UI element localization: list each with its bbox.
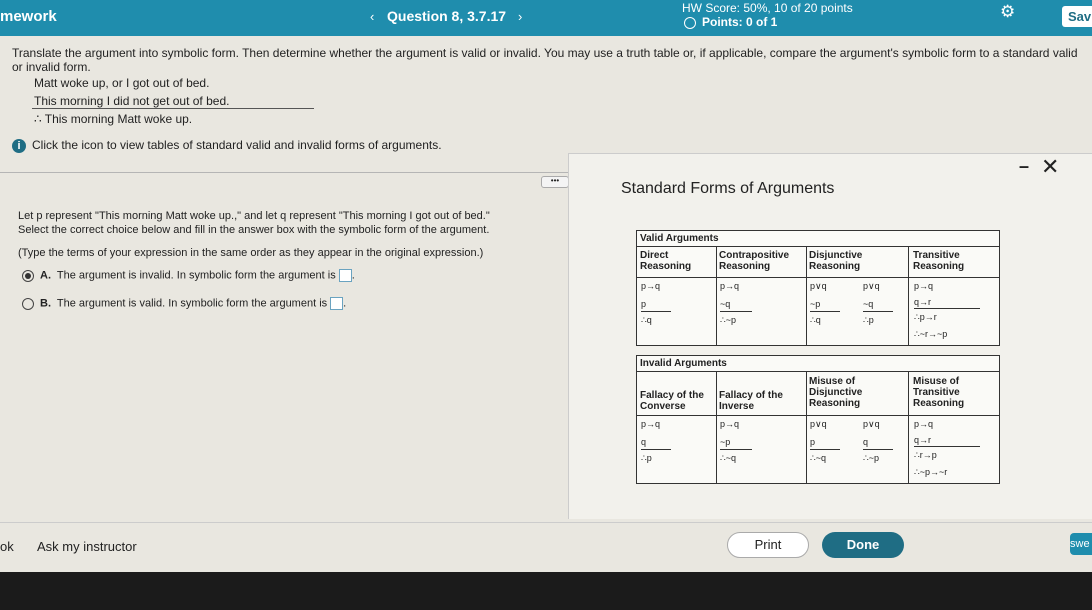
close-icon[interactable]: ✕: [1041, 154, 1060, 179]
type-hint: (Type the terms of your expression in the same order as they appear in the original expression.): [18, 247, 484, 259]
conclusion: ∴ This morning Matt woke up.: [34, 112, 193, 126]
inverse-row-1: p→q: [720, 419, 740, 429]
select-statement: Select the correct choice below and fill in the answer box with the symbolic form of the argument.: [18, 224, 490, 236]
col-converse: Fallacy of the Converse: [640, 390, 704, 412]
homework-title: mework: [0, 8, 57, 25]
answer-box-a[interactable]: [339, 269, 352, 282]
disj-b-row-1: p∨q: [863, 281, 880, 291]
misuse-trans-row-3: ∴r→p: [914, 450, 937, 460]
trans-row-1: p→q: [914, 281, 934, 291]
answer-box-b[interactable]: [330, 297, 343, 310]
col-misuse-disjunctive: Misuse of Disjunctive Reasoning: [809, 376, 863, 409]
option-a-letter: A.: [40, 269, 51, 282]
progress-ring-icon: [684, 17, 696, 29]
col-direct: Direct Reasoning: [640, 250, 692, 272]
hw-score: HW Score: 50%, 10 of 20 points: [682, 1, 853, 15]
info-row: [12, 138, 442, 153]
disj-b-row-3: ∴p: [863, 315, 874, 325]
option-b-text: The argument is valid. In symbolic form the argument is: [56, 297, 328, 310]
trans-row-2: q→r: [914, 297, 932, 307]
minimize-icon[interactable]: –: [1019, 156, 1030, 176]
misuse-disj-a-row-3: ∴~q: [810, 453, 826, 463]
more-icon[interactable]: •••: [541, 176, 569, 188]
misuse-disj-a-row-2: p: [810, 437, 816, 447]
misuse-trans-row-4: ∴~p→~r: [914, 467, 948, 477]
gear-icon[interactable]: ⚙: [1000, 2, 1016, 21]
standard-forms-modal: [568, 153, 1092, 519]
modal-title: Standard Forms of Arguments: [621, 180, 835, 197]
premise-1: Matt woke up, or I got out of bed.: [34, 76, 210, 90]
footer-strip: [0, 572, 1092, 610]
top-bar: [0, 0, 1092, 36]
contra-row-3: ∴~p: [720, 315, 736, 325]
valid-arguments-table: [636, 230, 1000, 346]
save-button[interactable]: Sav: [1062, 6, 1092, 27]
invalid-arguments-table: [636, 355, 1000, 484]
misuse-trans-row-1: p→q: [914, 419, 934, 429]
question-title: Question 8, 3.7.17: [387, 8, 507, 24]
converse-row-2: q: [641, 437, 647, 447]
direct-row-1: p→q: [641, 281, 661, 291]
inverse-row-2: ~p: [720, 437, 731, 447]
let-statement: Let p represent "This morning Matt woke up.," and let q represent "This morning I got out of bed.": [18, 210, 490, 222]
option-b-letter: B.: [40, 297, 51, 310]
col-disjunctive: Disjunctive Reasoning: [809, 250, 863, 272]
misuse-disj-b-row-3: ∴~p: [863, 453, 879, 463]
col-contrapositive: Contrapositive Reasoning: [719, 250, 790, 272]
disj-a-row-2: ~p: [810, 299, 821, 309]
converse-row-3: ∴p: [641, 453, 652, 463]
disj-b-row-2: ~q: [863, 299, 874, 309]
chevron-left-icon[interactable]: ‹: [370, 9, 375, 24]
contra-row-1: p→q: [720, 281, 740, 291]
valid-heading: Valid Arguments: [640, 233, 719, 244]
radio-b[interactable]: [22, 298, 34, 310]
option-b[interactable]: B. The argument is valid. In symbolic form the argument is .: [22, 297, 346, 310]
converse-row-1: p→q: [641, 419, 661, 429]
disj-a-row-3: ∴q: [810, 315, 821, 325]
invalid-heading: Invalid Arguments: [640, 358, 727, 369]
instructions: Translate the argument into symbolic form. Then determine whether the argument is valid or invalid. You may use a truth table or, if applicable, compare the argument's symbolic form to a standard valid or invalid form.: [12, 46, 1078, 74]
contra-row-2: ~q: [720, 299, 731, 309]
premise-2: This morning I did not get out of bed.: [34, 94, 230, 108]
misuse-disj-a-row-1: p∨q: [810, 419, 827, 429]
ok-link[interactable]: ok: [0, 539, 14, 554]
trans-row-4: ∴~r→~p: [914, 329, 948, 339]
bottom-bar: [0, 522, 1092, 573]
disj-a-row-1: p∨q: [810, 281, 827, 291]
col-misuse-transitive: Misuse of Transitive Reasoning: [913, 376, 965, 409]
info-icon[interactable]: i: [12, 139, 26, 153]
print-button[interactable]: Print: [727, 532, 809, 558]
col-transitive: Transitive Reasoning: [913, 250, 965, 272]
check-answer-button[interactable]: swe: [1070, 533, 1092, 555]
option-a-text: The argument is invalid. In symbolic form the argument is: [56, 269, 336, 282]
argument-divider: [32, 108, 314, 109]
direct-row-3: ∴q: [641, 315, 652, 325]
misuse-disj-b-row-2: q: [863, 437, 869, 447]
col-inverse: Fallacy of the Inverse: [719, 390, 783, 412]
info-text: Click the icon to view tables of standard valid and invalid forms of arguments.: [32, 138, 442, 152]
misuse-trans-row-2: q→r: [914, 435, 932, 445]
points: Points: 0 of 1: [702, 15, 778, 29]
option-a[interactable]: A. The argument is invalid. In symbolic form the argument is .: [22, 269, 355, 282]
inverse-row-3: ∴~q: [720, 453, 736, 463]
misuse-disj-b-row-1: p∨q: [863, 419, 880, 429]
radio-a[interactable]: [22, 270, 34, 282]
trans-row-3: ∴p→r: [914, 312, 937, 322]
ask-instructor-link[interactable]: Ask my instructor: [37, 539, 137, 554]
direct-row-2: p: [641, 299, 647, 309]
chevron-right-icon[interactable]: ›: [518, 9, 523, 24]
done-button[interactable]: Done: [822, 532, 904, 558]
